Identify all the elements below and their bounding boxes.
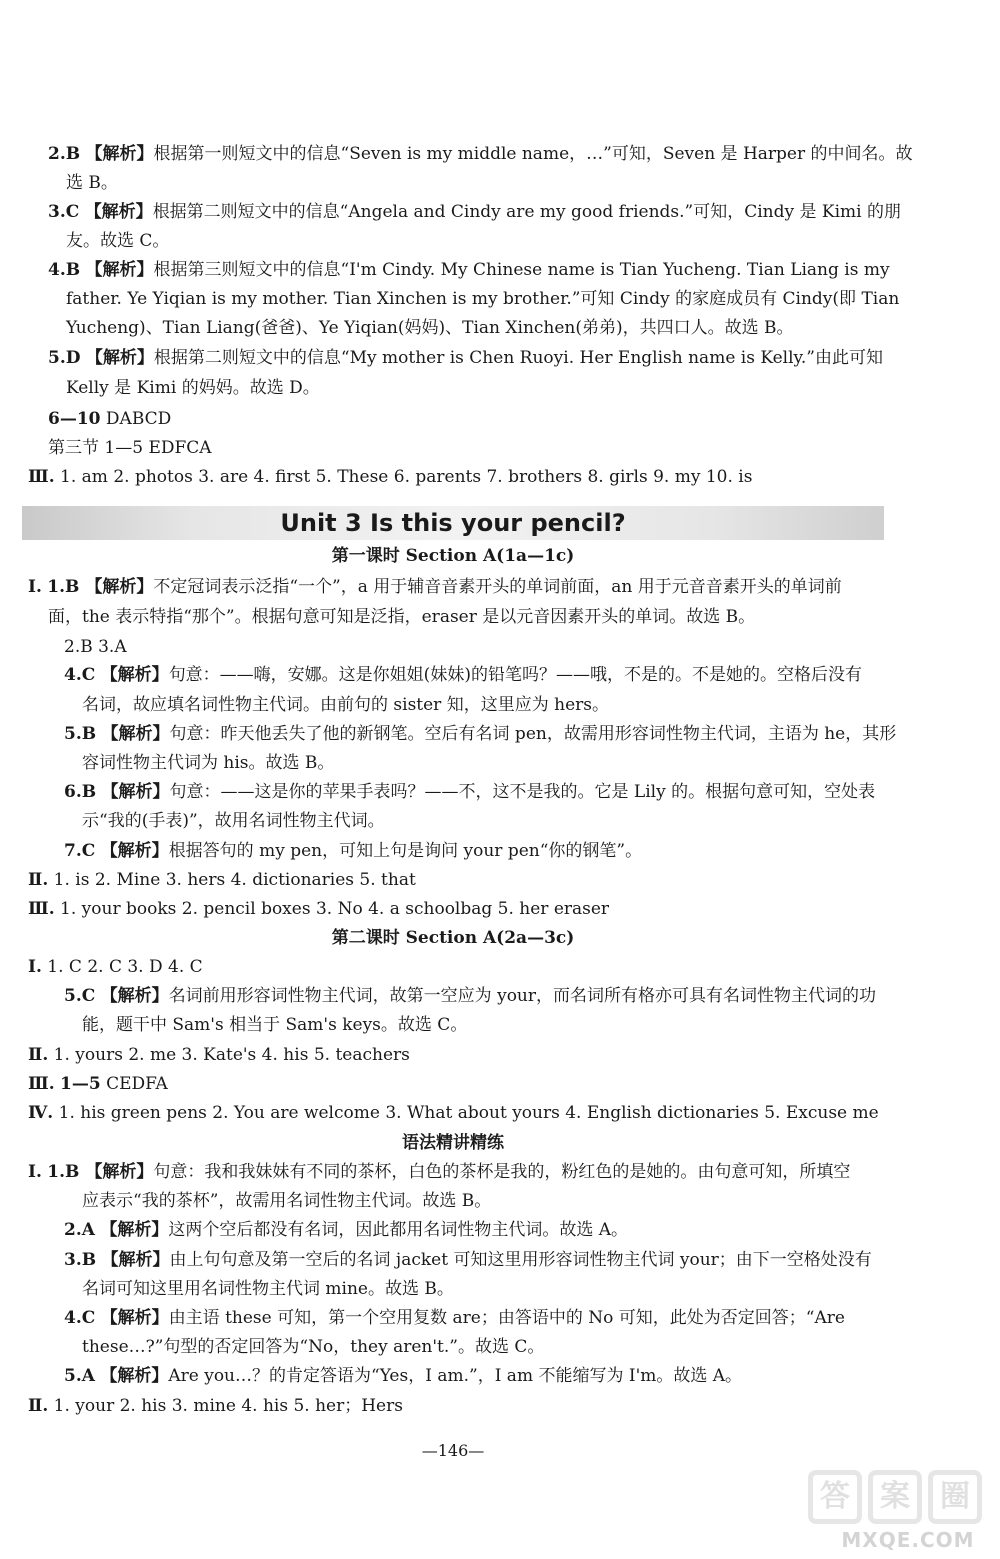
line-text: 由主语 these 可知，第一个空用复数 are；由答语中的 No 可知，此处为否定回答；“Are (168, 1308, 845, 1328)
line-text: 1. C 2. C 3. D 4. C (47, 957, 203, 977)
item-number: Ⅱ. (28, 870, 49, 890)
item-number: Ⅳ. (28, 1103, 54, 1123)
line-text: 1. is 2. Mine 3. hers 4. dictionaries 5. that (53, 870, 416, 890)
answer-line (0, 172, 1000, 194)
answer-line (0, 1249, 1000, 1271)
item-number: 4.C (64, 665, 96, 685)
answer-line (0, 1190, 1000, 1212)
answer-line (0, 1102, 1000, 1124)
analysis-tag: 【解析】 (101, 1250, 170, 1270)
line-text: 2.B 3.A (64, 637, 127, 657)
line-text: 不定冠词表示泛指“一个”，a 用于辅音音素开头的单词前面，an 用于元音音素开头的单词前 (153, 577, 842, 597)
answer-line (0, 288, 1000, 310)
line-text: 根据第二则短文中的信息“My mother is Chen Ruoyi. Her English name is Kelly.”由此可知 (153, 348, 883, 368)
item-number: Ⅱ. (28, 1045, 49, 1065)
page-number: —146— (421, 1441, 485, 1460)
line-text: 名词前用形容词性物主代词，故第一空应为 your，而名词所有格亦可具有名词性物主代词的功 (168, 986, 877, 1006)
line-text: 由上句句意及第一空后的名词 jacket 可知这里用形容词性物主代词 your；由下一空格处没有 (169, 1250, 872, 1270)
item-number: 2.A (64, 1220, 95, 1240)
item-number: Ⅲ. (28, 1074, 55, 1094)
line-text: 应表示“我的茶杯”，故需用名词性物主代词。故选 B。 (82, 1191, 492, 1211)
item-number: 5.C (64, 986, 96, 1006)
line-text: 1. yours 2. me 3. Kate's 4. his 5. teachers (53, 1045, 410, 1065)
line-text: 能，题干中 Sam's 相当于 Sam's keys。故选 C。 (82, 1015, 468, 1035)
item-number: Ⅱ. (28, 1396, 49, 1416)
line-text: 面，the 表示特指“那个”。根据句意可知是泛指，eraser 是以元音因素开头的单词。故选 B。 (48, 607, 756, 627)
watermark-logo (808, 1470, 988, 1550)
line-text: 句意：——嗨，安娜。这是你姐姐(妹妹)的铅笔吗？——哦，不是的。不是她的。空格后没有 (168, 665, 862, 685)
answer-line (0, 1336, 1000, 1358)
watermark-text: MXQE.COM (841, 1528, 975, 1552)
answer-line (0, 723, 1000, 745)
item-number: 3.B (64, 1250, 97, 1270)
item-number: 3.C (48, 202, 80, 222)
analysis-tag: 【解析】 (100, 1308, 169, 1328)
line-text: 1. am 2. photos 3. are 4. first 5. These 6. parents 7. brothers 8. girls 9. my 10. is (60, 467, 753, 487)
analysis-tag: 【解析】 (100, 1366, 169, 1386)
analysis-tag: 1.B 【解析】 (47, 1162, 154, 1182)
answer-line (0, 810, 1000, 832)
line-text: 选 B。 (66, 173, 118, 193)
line-text: these…?”句型的否定回答为“No，they aren't.”。故选 C。 (82, 1337, 545, 1357)
item-number: 5.D (48, 348, 81, 368)
item-number: 2.B (48, 144, 81, 164)
analysis-tag: 【解析】 (100, 841, 169, 861)
answer-line (0, 1014, 1000, 1036)
answer-line (0, 143, 1000, 165)
answer-line (0, 869, 1000, 891)
line-text: 句意：昨天他丢失了他的新钢笔。空后有名词 pen，故需用形容词性物主代词，主语为 he，其形 (169, 724, 897, 744)
analysis-tag: 1—5 (60, 1074, 101, 1094)
grammar-heading: 语法精讲精练 (402, 1133, 504, 1153)
analysis-tag: 【解析】 (101, 782, 170, 802)
line-text: 容词性物主代词为 his。故选 B。 (82, 753, 335, 773)
item-number: 5.A (64, 1366, 95, 1386)
answer-line (0, 752, 1000, 774)
line-text: 句意：——这是你的苹果手表吗？——不，这不是我的。它是 Lily 的。根据句意可知，空处表 (169, 782, 876, 802)
answer-line (0, 956, 1000, 978)
answer-line (0, 201, 1000, 223)
item-number: Ⅲ. (28, 467, 55, 487)
line-text: 名词可知这里用名词性物主代词 mine。故选 B。 (82, 1279, 454, 1299)
line-text: 1. your books 2. pencil boxes 3. No 4. a schoolbag 5. her eraser (60, 899, 610, 919)
analysis-tag: 【解析】 (100, 986, 169, 1006)
analysis-tag: 【解析】 (101, 724, 170, 744)
answer-line (0, 1278, 1000, 1300)
answer-line (0, 230, 1000, 252)
line-text: 名词，故应填名词性物主代词。由前句的 sister 知，这里应为 hers。 (82, 695, 609, 715)
line-text: Yucheng)、Tian Liang(爸爸)、Ye Yiqian(妈妈)、Tian Xinchen(弟弟)，共四口人。故选 B。 (66, 318, 794, 338)
answer-line (0, 898, 1000, 920)
item-number: 6.B (64, 782, 97, 802)
line-text: Are you…？的肯定答语为“Yes，I am.”，I am 不能缩写为 I'm。故选 A。 (168, 1366, 743, 1386)
watermark-char-1: 答 (808, 1470, 862, 1524)
answer-line (0, 1161, 1000, 1183)
line-text: 根据第二则短文中的信息“Angela and Cindy are my good friends.”可知，Cindy 是 Kimi 的朋 (152, 202, 902, 222)
answer-line (0, 1307, 1000, 1329)
item-number: 4.B (48, 260, 81, 280)
answer-line (0, 1044, 1000, 1066)
answer-line (0, 781, 1000, 803)
answer-line (0, 1073, 1000, 1095)
answer-line (0, 377, 1000, 399)
answer-line (0, 636, 1000, 658)
lesson1-heading: 第一课时 Section A(1a—1c) (331, 546, 575, 566)
line-text: 示“我的(手表)”，故用名词性物主代词。 (82, 811, 385, 831)
lesson2-heading: 第二课时 Section A(2a—3c) (331, 928, 575, 948)
item-number: 5.B (64, 724, 97, 744)
watermark-char-2: 案 (868, 1470, 922, 1524)
watermark-char-3: 圈 (928, 1470, 982, 1524)
line-text: father. Ye Yiqian is my mother. Tian Xinchen is my brother.”可知 Cindy 的家庭成员有 Cindy(即 Tian (66, 289, 900, 309)
answer-line (0, 576, 1000, 598)
line-text: 根据第一则短文中的信息“Seven is my middle name，…”可知，Seven 是 Harper 的中间名。故 (153, 144, 913, 164)
analysis-tag: 【解析】 (85, 144, 154, 164)
answer-line (0, 259, 1000, 281)
answer-line (0, 985, 1000, 1007)
item-number: Ⅲ. (28, 899, 55, 919)
answer-line (0, 1365, 1000, 1387)
line-text: 这两个空后都没有名词，因此都用名词性物主代词。故选 A。 (168, 1220, 629, 1240)
analysis-tag: 【解析】 (85, 348, 154, 368)
answer-line (0, 664, 1000, 686)
unit-title: Unit 3 Is this your pencil? (280, 509, 626, 537)
item-number: 7.C (64, 841, 96, 861)
line-text: CEDFA (100, 1074, 168, 1094)
item-number: Ⅰ. (28, 577, 42, 597)
answer-line (0, 1395, 1000, 1417)
item-number: Ⅰ. (28, 957, 42, 977)
line-text: 第三节 1—5 EDFCA (48, 438, 212, 458)
line-text: 1. your 2. his 3. mine 4. his 5. her；Hers (53, 1396, 403, 1416)
line-text: DABCD (105, 409, 172, 429)
analysis-tag: 【解析】 (100, 665, 169, 685)
item-number: 6—10 (48, 409, 101, 429)
line-text: Kelly 是 Kimi 的妈妈。故选 D。 (66, 378, 320, 398)
answer-line (0, 1219, 1000, 1241)
answer-line (0, 466, 1000, 488)
answer-line (0, 606, 1000, 628)
answer-line (0, 840, 1000, 862)
analysis-tag: 【解析】 (84, 202, 153, 222)
answer-line (0, 408, 1000, 430)
item-number: 4.C (64, 1308, 96, 1328)
answer-line (0, 347, 1000, 369)
analysis-tag: 【解析】 (85, 260, 154, 280)
line-text: 根据第三则短文中的信息“I'm Cindy. My Chinese name is Tian Yucheng. Tian Liang is my (153, 260, 890, 280)
line-text: 1. his green pens 2. You are welcome 3. What about yours 4. English dictionaries 5. Excuse me (58, 1103, 879, 1123)
line-text: 友。故选 C。 (66, 231, 170, 251)
item-number: Ⅰ. (28, 1162, 42, 1182)
line-text: 句意：我和我妹妹有不同的茶杯，白色的茶杯是我的，粉红色的是她的。由句意可知，所填空 (153, 1162, 851, 1182)
analysis-tag: 【解析】 (100, 1220, 169, 1240)
line-text: 根据答句的 my pen，可知上句是询问 your pen“你的钢笔”。 (168, 841, 643, 861)
answer-line (0, 694, 1000, 716)
answer-line (0, 437, 1000, 459)
answer-line (0, 317, 1000, 339)
analysis-tag: 1.B 【解析】 (47, 577, 154, 597)
